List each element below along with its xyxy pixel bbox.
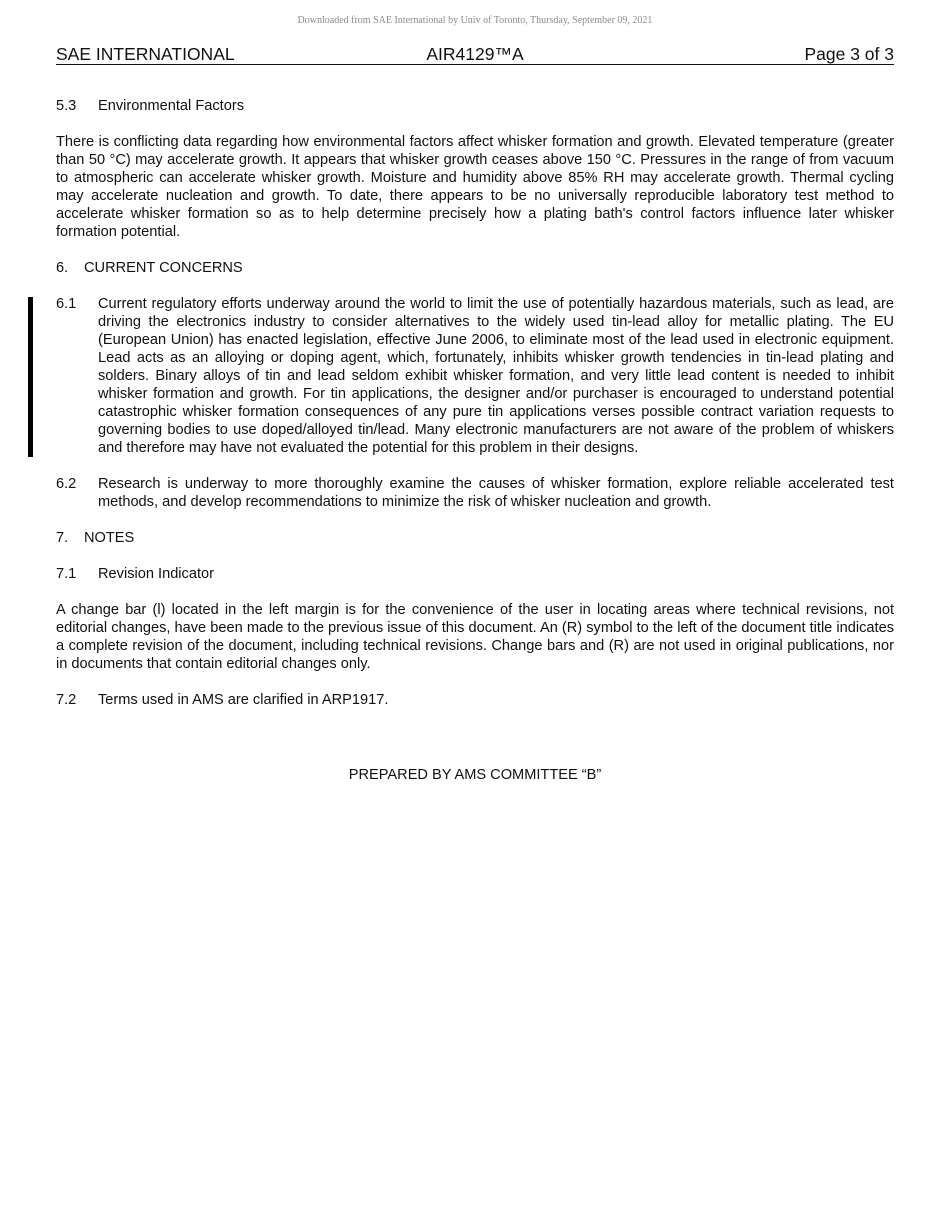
section-7-2-body: Terms used in AMS are clarified in ARP1917.	[98, 692, 389, 708]
section-number: 7.1	[56, 566, 77, 582]
header-organization: SAE INTERNATIONAL	[56, 44, 235, 64]
header-document-id: AIR4129™A	[426, 44, 524, 64]
section-7-1-heading	[56, 565, 894, 583]
section-7-1-body: A change bar (l) located in the left margin is for the convenience of the user in locating areas where technical revisions, not editorial changes, have been made to the previous issue of this document. An (R) symbol to the left of the document title indicates a complete revision of the document, including technical revisions. Change bars and (R) are not used in original publications, nor in documents that contain editorial changes only.	[56, 602, 894, 672]
section-7-2	[56, 691, 894, 709]
section-number: 6.1	[56, 296, 77, 312]
prepared-by-line: PREPARED BY AMS COMMITTEE “B”	[348, 767, 602, 783]
section-5-3-body: There is conflicting data regarding how environmental factors affect whisker formation and growth. Elevated temperature (greater than 50 °C) may accelerate growth. It appears that whisker growth ceases above 150 °C. Pressures in the range of from vacuum to atmospheric can accelerate whisker growth. Moisture and humidity above 85% RH may accelerate growth. Thermal cycling may accelerate nucleation and growth. To date, there appears to be no universally reproducible laboratory test method to accelerate whisker formation so as to help determine precisely how a plating bath's control factors influence later whisker formation potential.	[56, 134, 894, 240]
download-watermark: Downloaded from SAE International by Univ of Toronto, Thursday, September 09, 2021	[297, 15, 653, 26]
section-6-heading	[56, 259, 894, 277]
section-7-heading	[56, 529, 894, 547]
section-title: NOTES	[84, 530, 135, 546]
section-number: 6.	[56, 260, 69, 276]
section-6-1	[56, 295, 894, 457]
section-title: Revision Indicator	[98, 566, 214, 582]
section-title: Environmental Factors	[98, 98, 244, 114]
section-6-2-body: Research is underway to more thoroughly examine the causes of whisker formation, explore reliable accelerated test methods, and develop recommendations to minimize the risk of whisker nucleation and growth.	[98, 476, 894, 510]
section-5-3-heading	[56, 97, 894, 115]
document-body	[56, 97, 894, 727]
page-header	[56, 44, 894, 65]
section-number: 6.2	[56, 476, 77, 492]
section-6-2	[56, 475, 894, 511]
header-page-number: Page 3 of 3	[804, 44, 894, 64]
section-number: 7.	[56, 530, 69, 546]
change-bar	[28, 297, 33, 457]
section-number: 5.3	[56, 98, 77, 114]
section-title: CURRENT CONCERNS	[84, 260, 243, 276]
section-number: 7.2	[56, 692, 77, 708]
section-6-1-body: Current regulatory efforts underway around the world to limit the use of potentially hazardous materials, such as lead, are driving the electronics industry to consider alternatives to the widely used tin-lead alloy for metallic plating. The EU (European Union) has enacted legislation, effective June 2006, to eliminate most of the lead used in electronic equipment. Lead acts as an alloying or doping agent, which, fortunately, inhibits whisker growth tendencies in tin-lead plating and solders. Binary alloys of tin and lead seldom exhibit whisker formation, and very little lead content is needed to inhibit whisker formation and growth. For tin applications, the designer and/or purchaser is encouraged to understand potential catastrophic whisker formation consequences of any pure tin applications verses possible contract variation requests to governing bodies to use doped/alloyed tin/lead. Many electronic manufacturers are not aware of the problem of whiskers and therefore may have not evaluated the potential for this problem in their designs.	[98, 296, 894, 456]
